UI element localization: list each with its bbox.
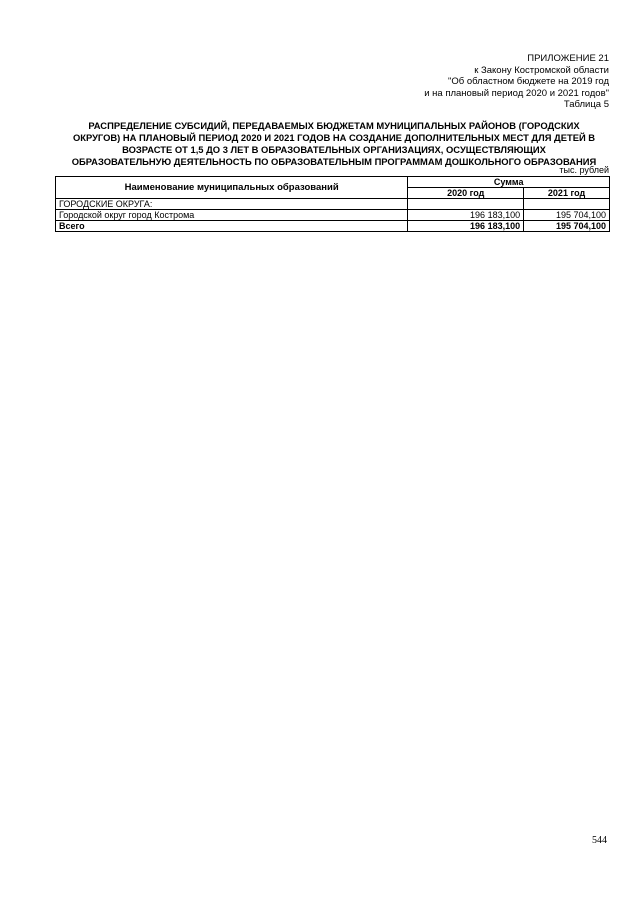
header-sum: Сумма: [408, 177, 610, 188]
table-header-row: [56, 177, 610, 188]
table-total-row: [56, 221, 610, 232]
header-municipality: Наименование муниципальных образований: [56, 177, 408, 199]
table-number: Таблица 5: [563, 99, 609, 110]
appendix-law: к Закону Костромской области: [474, 64, 609, 76]
title-line: ОКРУГОВ) НА ПЛАНОВЫЙ ПЕРИОД 2020 И 2021 ГОДОВ НА СОЗДАНИЕ ДОПОЛНИТЕЛЬНЫХ МЕСТ ДЛЯ ДЕТЕЙ В: [72, 132, 596, 143]
subsidy-table: [55, 176, 610, 232]
unit-label: тыс. рублей: [559, 165, 609, 175]
row-name: Городской округ город Кострома: [56, 210, 408, 221]
document-title: [58, 120, 610, 168]
appendix-number: ПРИЛОЖЕНИЕ 21: [527, 53, 609, 64]
title-line: ВОЗРАСТЕ ОТ 1,5 ДО 3 ЛЕТ В ОБРАЗОВАТЕЛЬНЫХ ОРГАНИЗАЦИЯХ, ОСУЩЕСТВЛЯЮЩИХ: [122, 144, 546, 155]
title-line: ОБРАЗОВАТЕЛЬНУЮ ДЕЯТЕЛЬНОСТЬ ПО ОБРАЗОВАТЕЛЬНЫМ ПРОГРАММАМ ДОШКОЛЬНОГО ОБРАЗОВАНИЯ: [71, 156, 597, 167]
row-value-2020: 196 183,100: [408, 210, 524, 221]
total-label: Всего: [56, 221, 408, 232]
appendix-period: и на плановый период 2020 и 2021 годов": [424, 87, 609, 99]
total-value-2020: 196 183,100: [408, 221, 524, 232]
appendix-header: [289, 53, 609, 111]
table-row: [56, 199, 610, 210]
appendix-law-title: "Об областном бюджете на 2019 год: [448, 76, 609, 87]
table-row: [56, 210, 610, 221]
total-value-2021: 195 704,100: [524, 221, 610, 232]
header-year-2021: 2021 год: [524, 188, 610, 199]
page-number: 544: [592, 835, 607, 846]
title-line: РАСПРЕДЕЛЕНИЕ СУБСИДИЙ, ПЕРЕДАВАЕМЫХ БЮДЖЕТАМ МУНИЦИПАЛЬНЫХ РАЙОНОВ (ГОРОДСКИХ: [88, 120, 580, 131]
row-name: ГОРОДСКИЕ ОКРУГА:: [56, 199, 408, 210]
row-value-2021: 195 704,100: [524, 210, 610, 221]
header-year-2020: 2020 год: [408, 188, 524, 199]
row-value-2021: [524, 199, 610, 210]
row-value-2020: [408, 199, 524, 210]
